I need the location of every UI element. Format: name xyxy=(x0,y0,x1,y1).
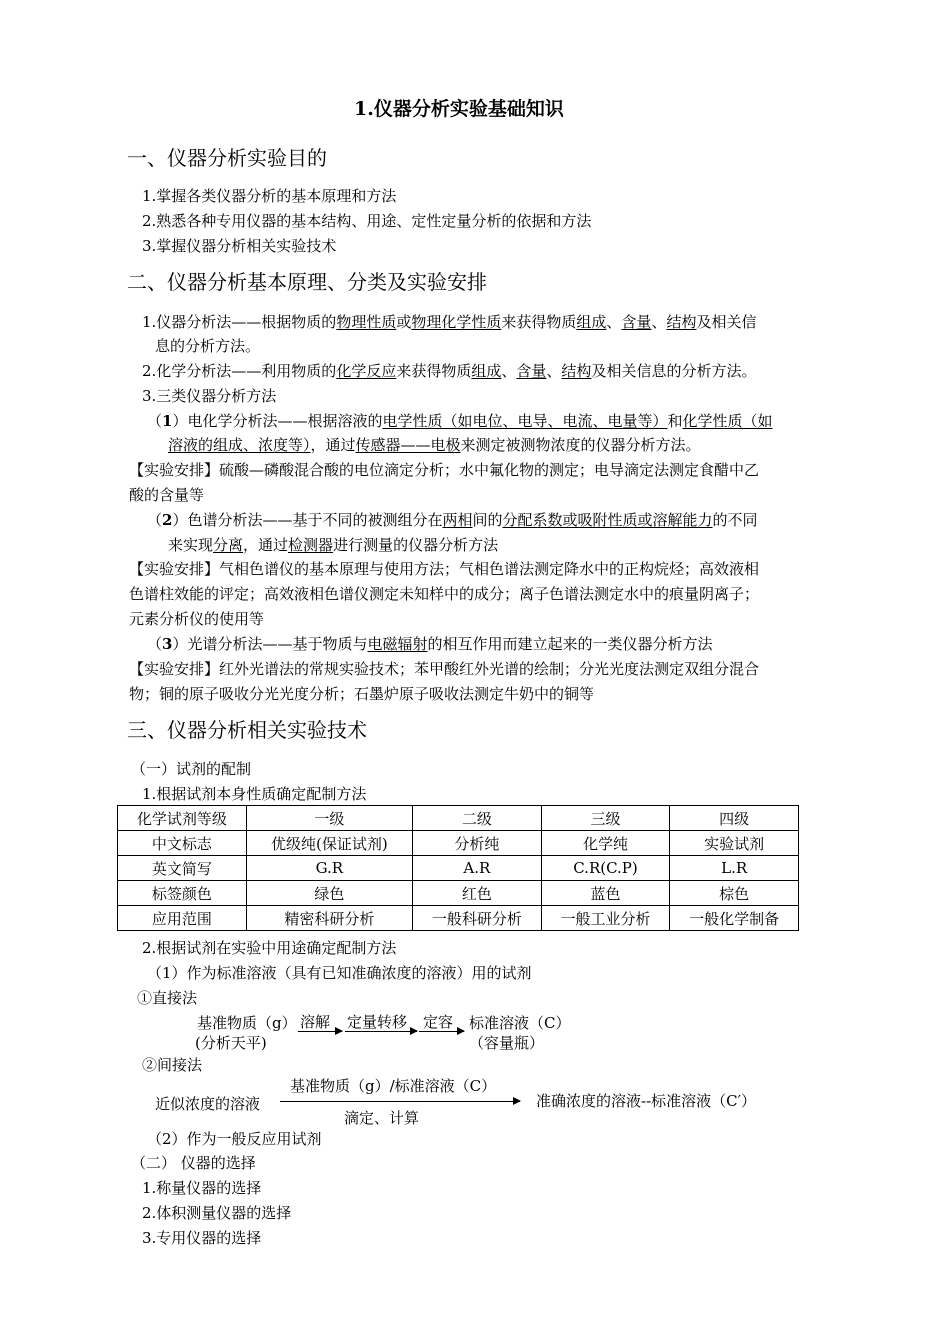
paragraph-chemical-analysis: 2.化学分析法——利用物质的化学反应来获得物质组成、含量、结构及相关信息的分析方法。 xyxy=(142,362,757,380)
arrangement-line: 【实验安排】气相色谱仪的基本原理与使用方法；气相色谱法测定降水中的正构烷烃；高效液相 xyxy=(129,560,760,578)
indirect-method-label: ②间接法 xyxy=(142,1056,203,1074)
section-2-heading: 二、仪器分析基本原理、分类及实验安排 xyxy=(127,270,487,294)
table-row: 中文标志 优级纯(保证试剂) 分析纯 化学纯 实验试剂 xyxy=(118,831,799,856)
arrangement-line: 物；铜的原子吸收分光光度分析；石墨炉原子吸收法测定牛奶中的铜等 xyxy=(129,685,595,703)
method-spectroscopy: （3）光谱分析法——基于物质与电磁辐射的相互作用而建立起来的一类仪器分析方法 xyxy=(147,635,713,653)
method-electrochemical: （1）电化学分析法——根据溶液的电学性质（如电位、电导、电流、电量等）和化学性质（如 xyxy=(147,412,773,430)
list-item: 3.专用仪器的选择 xyxy=(142,1229,262,1247)
standard-solution-item: （1）作为标准溶液（具有已知准确浓度的溶液）用的试剂 xyxy=(147,964,532,982)
method-chromatography: （2）色谱分析法——基于不同的被测组分在两相间的分配系数或吸附性质或溶解能力的不同 xyxy=(147,511,758,529)
table-row: 标签颜色 绿色 红色 蓝色 棕色 xyxy=(118,881,799,906)
method-chromatography-cont: 来实现分离，通过检测器进行测量的仪器分析方法 xyxy=(168,536,499,554)
subsection-item: 2.根据试剂在实验中用途确定配制方法 xyxy=(142,939,397,957)
page-title: 1.仪器分析实验基础知识 xyxy=(354,98,564,120)
table-row: 化学试剂等级 一级 二级 三级 四级 xyxy=(118,806,799,831)
paragraph-three-methods: 3.三类仪器分析方法 xyxy=(142,387,277,405)
list-item: 1.掌握各类仪器分析的基本原理和方法 xyxy=(142,187,397,205)
section-1-heading: 一、仪器分析实验目的 xyxy=(127,146,327,170)
subsection-item: 1.根据试剂本身性质确定配制方法 xyxy=(142,785,367,803)
table-row: 英文简写 G.R A.R C.R(C.P) L.R xyxy=(118,856,799,881)
arrangement-line: 色谱柱效能的评定；高效液相色谱仪测定未知样中的成分；离子色谱法测定水中的痕量阴离子； xyxy=(129,585,760,603)
arrangement-line: 【实验安排】硫酸—磷酸混合酸的电位滴定分析；水中氟化物的测定；电导滴定法测定食醋中乙 xyxy=(129,461,760,479)
table-row: 应用范围 精密科研分析 一般科研分析 一般工业分析 一般化学制备 xyxy=(118,906,799,931)
list-item: 1.称量仪器的选择 xyxy=(142,1179,262,1197)
list-item: 2.体积测量仪器的选择 xyxy=(142,1204,292,1222)
paragraph-continuation: 息的分析方法。 xyxy=(155,337,261,355)
subsection-instrument: （二） 仪器的选择 xyxy=(131,1154,256,1172)
method-electrochemical-cont: 溶液的组成、浓度等），通过传感器——电极来测定被测物浓度的仪器分析方法。 xyxy=(168,436,701,454)
general-reagent-item: （2）作为一般反应用试剂 xyxy=(147,1130,322,1148)
arrangement-line: 元素分析仪的使用等 xyxy=(129,610,265,628)
paragraph-instrumental-analysis: 1.仪器分析法——根据物质的物理性质或物理化学性质来获得物质组成、含量、结构及相关信 xyxy=(142,313,757,331)
reagent-grade-table xyxy=(117,805,799,931)
section-3-heading: 三、仪器分析相关实验技术 xyxy=(127,718,367,742)
arrangement-line: 酸的含量等 xyxy=(129,486,205,504)
list-item: 2.熟悉各种专用仪器的基本结构、用途、定性定量分析的依据和方法 xyxy=(142,212,592,230)
list-item: 3.掌握仪器分析相关实验技术 xyxy=(142,237,337,255)
subsection-reagent: （一）试剂的配制 xyxy=(131,760,252,778)
direct-method-label: ①直接法 xyxy=(137,989,198,1007)
arrangement-line: 【实验安排】红外光谱法的常规实验技术；苯甲酸红外光谱的绘制；分光光度法测定双组分混合 xyxy=(129,660,760,678)
